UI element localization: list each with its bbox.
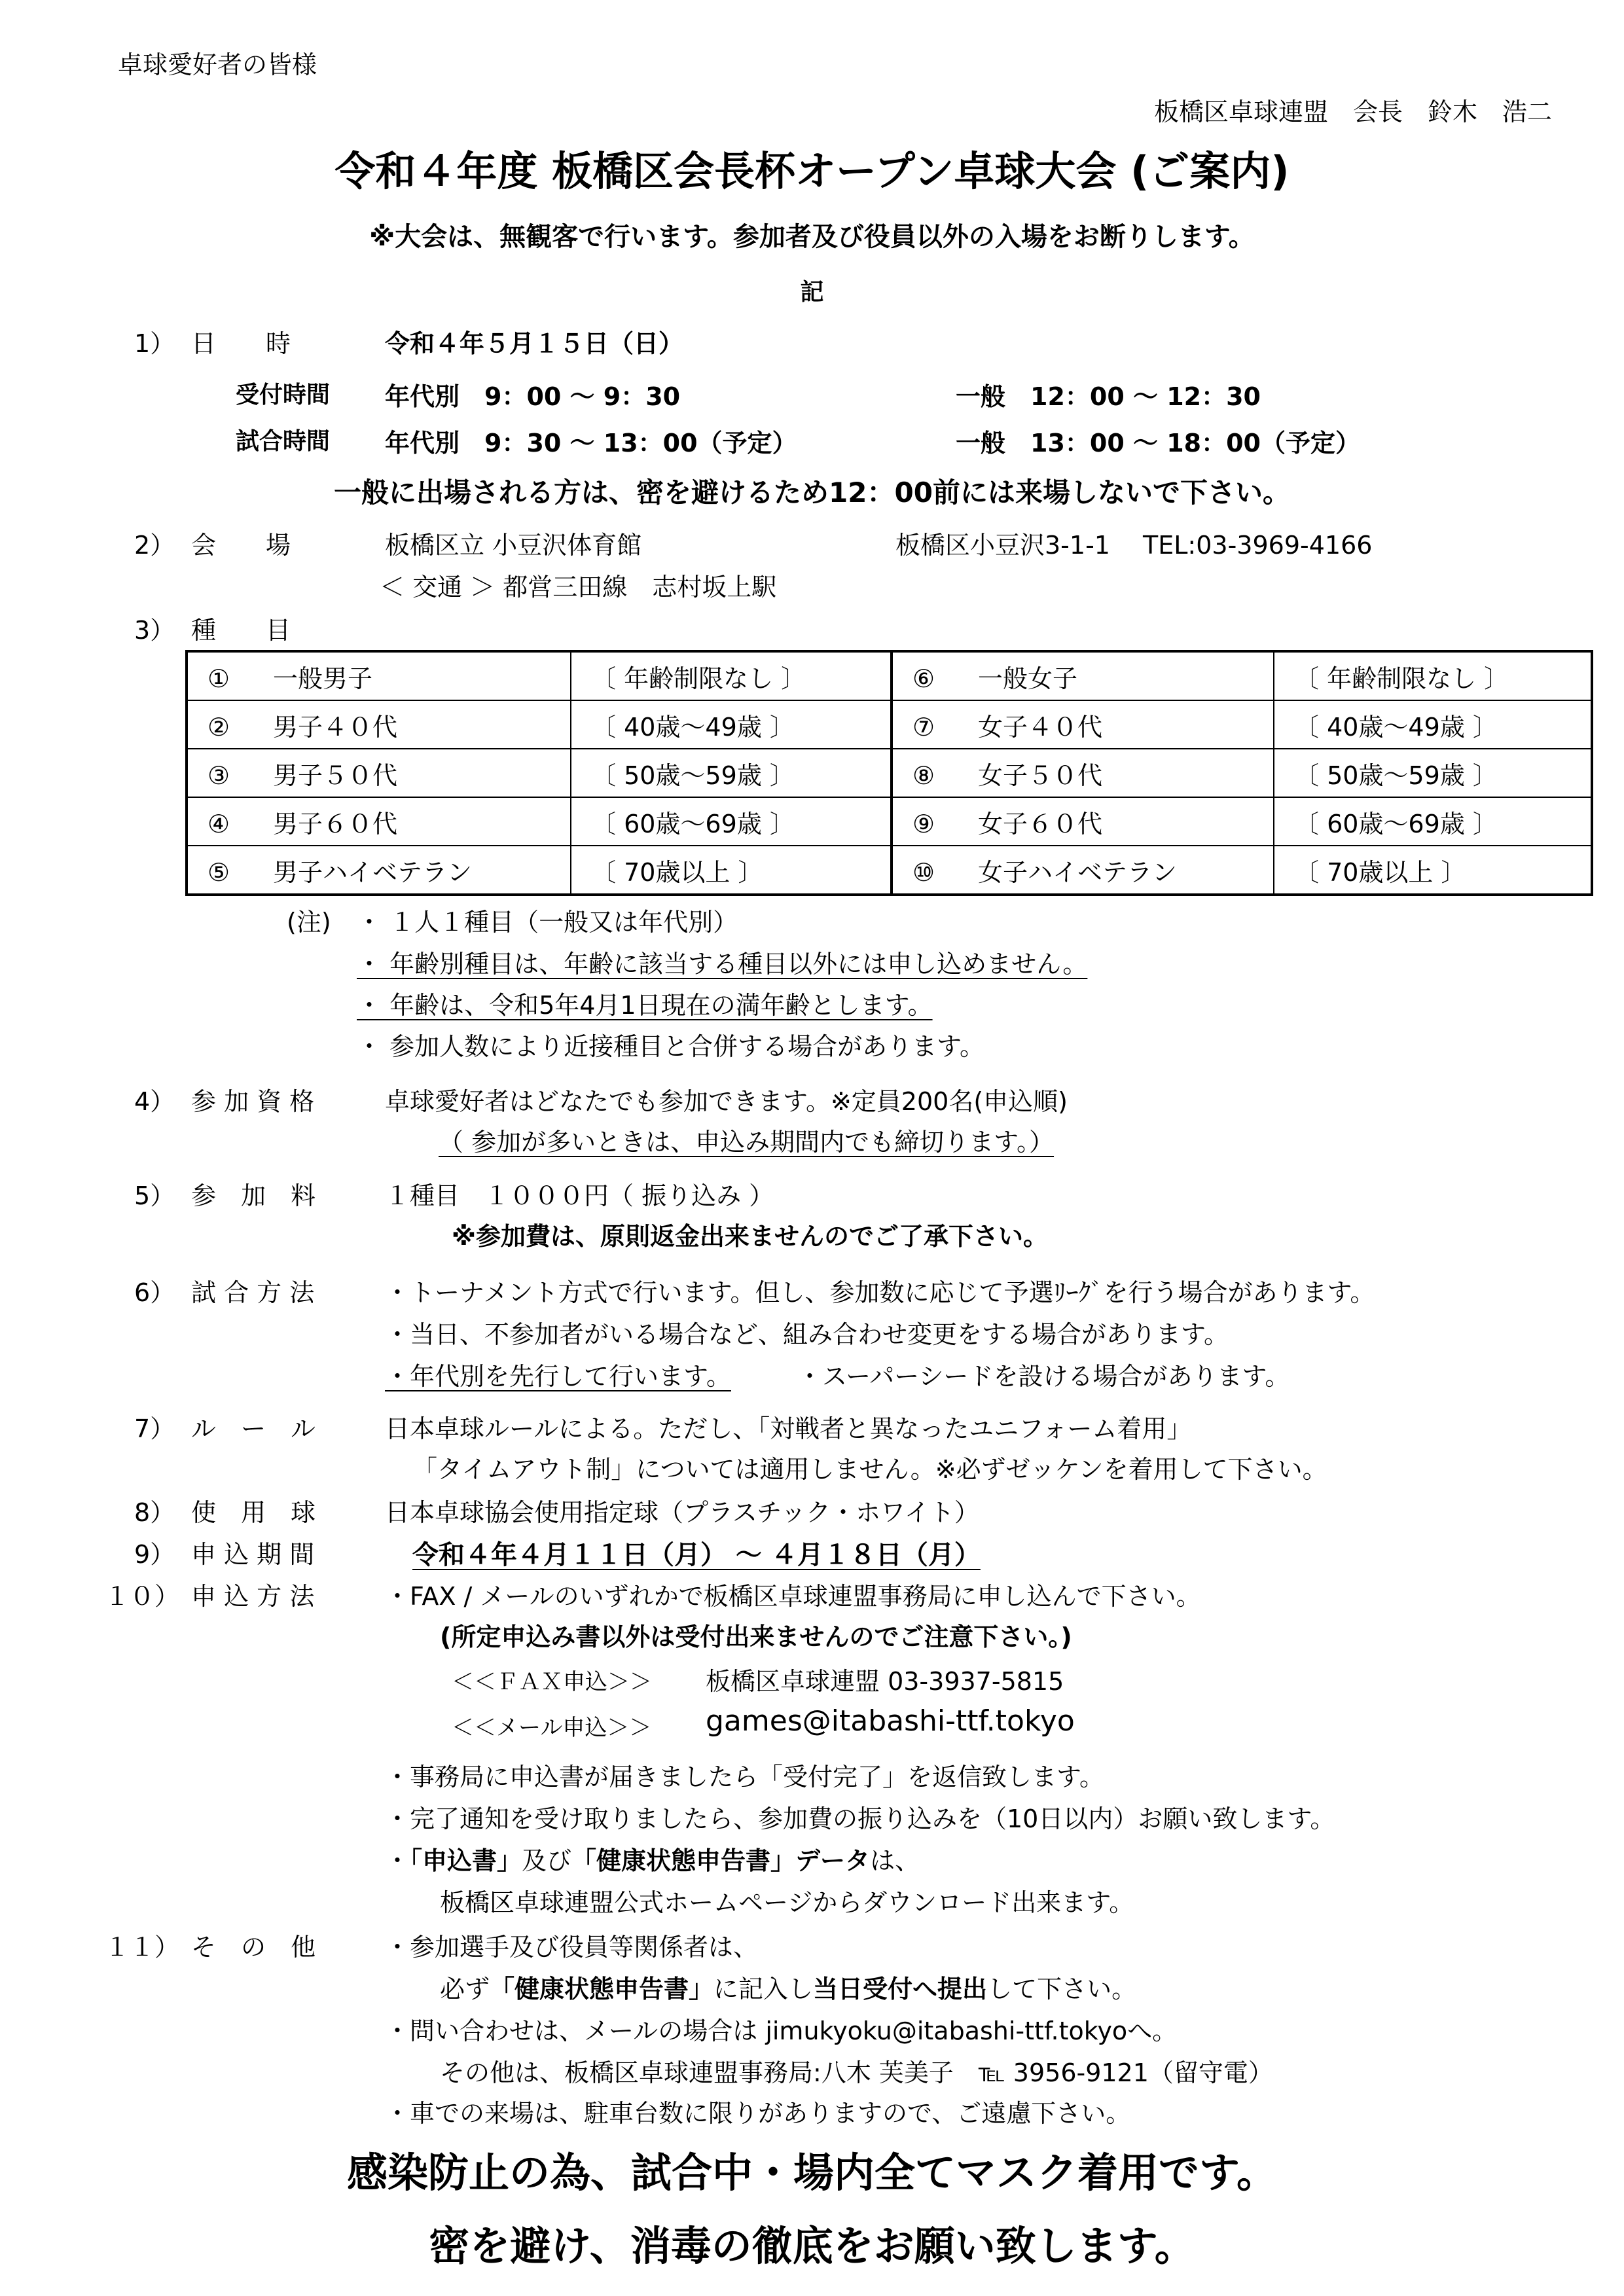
note-label: (注) (287, 908, 331, 937)
other-line-2: 必ず「健康状態申告書」に記入し当日受付へ提出して下さい。 (440, 1975, 1137, 2003)
section-10-label: 申 込 方 法 (191, 1582, 315, 1611)
method-line-1: ・FAX / メールのいずれかで板橋区卓球連盟事務局に申し込んで下さい。 (385, 1582, 1201, 1611)
section-8-label: 使 用 球 (191, 1498, 316, 1527)
note-4: ・ 参加人数により近接種目と合併する場合があります。 (357, 1032, 985, 1061)
other-line-3: ・問い合わせは、メールの場合は jimukyoku@itabashi-ttf.tokyoへ。 (385, 2017, 1178, 2045)
match-time-agegroup: 年代別 9：30 ～ 13：00（予定） (385, 429, 797, 457)
fax-number: 板橋区卓球連盟 03-3937-5815 (706, 1667, 1064, 1696)
note-2: ・ 年齢別種目は、年齢に該当する種目以外には申し込めません。 (357, 950, 1088, 978)
table-row (187, 797, 1592, 846)
format-line-3a: ・年代別を先行して行います。 (385, 1362, 731, 1391)
table-row (187, 846, 1592, 895)
venue-name: 板橋区立 小豆沢体育館 (385, 531, 642, 560)
event-cell: ⑩ 女子ハイベテラン (892, 846, 1274, 895)
section-8-number: 8） (134, 1498, 175, 1527)
age-cell: 〔 40歳～49歳 〕 (1274, 700, 1592, 749)
section-5-number: 5） (134, 1181, 175, 1210)
match-time-general: 一般 13：00 ～ 18：00（予定） (956, 429, 1360, 457)
event-cell: ④ 男子６０代 (187, 797, 571, 846)
section-11-label: そ の 他 (191, 1933, 316, 1962)
age-cell: 〔 40歳～49歳 〕 (571, 700, 892, 749)
event-cell: ② 男子４０代 (187, 700, 571, 749)
table-row (187, 700, 1592, 749)
table-row (187, 749, 1592, 797)
other-line-1: ・参加選手及び役員等関係者は、 (385, 1933, 759, 1962)
method-line-2: (所定申込み書以外は受付出来ませんのでご注意下さい。) (440, 1623, 1072, 1651)
eligibility-note: （ 参加が多いときは、申込み期間内でも締切ります。） (439, 1128, 1055, 1157)
arrival-warning: 一般に出場される方は、密を避けるため12：00前には来場しないで下さい。 (334, 476, 1290, 509)
mask-notice: 感染防止の為、試合中・場内全てマスク着用です。 (346, 2149, 1278, 2197)
section-4-number: 4） (134, 1087, 175, 1116)
section-1-number: 1） (134, 329, 175, 358)
age-cell: 〔 60歳～69歳 〕 (1274, 797, 1592, 846)
age-cell: 〔 50歳～59歳 〕 (571, 749, 892, 797)
age-cell: 〔 年齢制限なし 〕 (571, 651, 892, 700)
method-line-3: ・事務局に申込書が届きましたら「受付完了」を返信致します。 (385, 1763, 1104, 1791)
method-line-5: ・「申込書」及び「健康状態申告書」データは、 (385, 1846, 920, 1875)
sender: 板橋区卓球連盟 会長 鈴木 浩二 (1153, 98, 1552, 126)
section-9-number: 9） (134, 1540, 175, 1569)
event-cell: ⑨ 女子６０代 (892, 797, 1274, 846)
eligibility-text: 卓球愛好者はどなたでも参加できます。※定員200名(申込順) (385, 1087, 1068, 1116)
age-cell: 〔 年齢制限なし 〕 (1274, 651, 1592, 700)
age-cell: 〔 60歳～69歳 〕 (571, 797, 892, 846)
mail-address[interactable]: games@itabashi-ttf.tokyo (706, 1704, 1075, 1738)
method-line-4: ・完了通知を受け取りましたら、参加費の振り込みを（10日以内）お願い致します。 (385, 1804, 1335, 1833)
age-cell: 〔 70歳以上 〕 (1274, 846, 1592, 895)
event-date: 令和４年５月１５日（日） (385, 329, 684, 358)
section-7-label: ル ー ル (191, 1414, 316, 1443)
other-line-4: その他は、板橋区卓球連盟事務局:八木 芙美子 ℡ 3956-9121（留守電） (440, 2058, 1273, 2087)
section-9-label: 申 込 期 間 (191, 1540, 315, 1569)
fee-note: ※参加費は、原則返金出来ませんのでご了承下さい。 (452, 1222, 1048, 1251)
reception-time-agegroup: 年代別 9：00 ～ 9：30 (385, 382, 681, 411)
table-row (187, 651, 1592, 700)
venue-access: ＜ 交通 ＞ 都営三田線 志村坂上駅 (380, 573, 777, 601)
section-11-number: １１） (105, 1933, 180, 1962)
section-4-label: 参 加 資 格 (191, 1087, 315, 1116)
reception-time-label: 受付時間 (236, 382, 331, 408)
event-cell: ⑧ 女子５０代 (892, 749, 1274, 797)
page-title: 令和４年度 板橋区会長杯オープン卓球大会 (ご案内) (334, 147, 1290, 195)
event-cell: ③ 男子５０代 (187, 749, 571, 797)
section-2-label: 会 場 (191, 531, 291, 560)
note-3: ・ 年齢は、令和5年4月1日現在の満年齢とします。 (357, 991, 933, 1020)
age-cell: 〔 50歳～59歳 〕 (1274, 749, 1592, 797)
method-line-6: 板橋区卓球連盟公式ホームページからダウンロード出来ます。 (440, 1888, 1134, 1917)
format-line-3b: ・スーパーシードを設ける場合があります。 (797, 1362, 1290, 1391)
format-line-1: ・トーナメント方式で行います。但し、参加数に応じて予選ﾘｰｸﾞを行う場合があります。 (385, 1278, 1375, 1307)
format-line-2: ・当日、不参加者がいる場合など、組み合わせ変更をする場合があります。 (385, 1320, 1229, 1349)
other-line-5: ・車での来場は、駐車台数に限りがありますので、ご遠慮下さい。 (385, 2099, 1131, 2128)
section-6-label: 試 合 方 法 (191, 1278, 315, 1307)
ball-text: 日本卓球協会使用指定球（プラスチック・ホワイト） (385, 1498, 979, 1527)
ki-mark: 記 (800, 279, 824, 306)
fee-text: １種目 １０００円（ 振り込み ） (385, 1181, 774, 1210)
disinfection-notice: 密を避け、消毒の徹底をお願い致します。 (429, 2222, 1195, 2270)
no-spectator-notice: ※大会は、無観客で行います。参加者及び役員以外の入場をお断りします。 (369, 222, 1255, 252)
rules-line-1: 日本卓球ルールによる。ただし、「対戦者と異なったユニフォーム着用」 (385, 1414, 1192, 1443)
section-6-number: 6） (134, 1278, 175, 1307)
section-2-number: 2） (134, 531, 175, 560)
match-time-label: 試合時間 (236, 428, 331, 455)
event-cell: ⑥ 一般女子 (892, 651, 1274, 700)
addressee: 卓球愛好者の皆様 (118, 50, 317, 79)
mail-label: ＜＜メール申込＞＞ (452, 1715, 652, 1741)
section-7-number: 7） (134, 1414, 175, 1443)
fax-label: ＜＜ＦＡＸ申込＞＞ (452, 1669, 652, 1695)
reception-time-general: 一般 12：00 ～ 12：30 (956, 382, 1261, 411)
events-table (185, 650, 1593, 896)
section-5-label: 参 加 料 (191, 1181, 316, 1210)
section-3-number: 3） (134, 616, 175, 645)
section-10-number: １０） (105, 1582, 180, 1611)
note-1: ・ １人１種目（一般又は年代別） (357, 908, 738, 937)
rules-line-2: 「タイムアウト制」については適用しません。※必ずゼッケンを着用して下さい。 (412, 1455, 1327, 1484)
venue-address: 板橋区小豆沢3-1-1 TEL:03-3969-4166 (895, 531, 1373, 560)
age-cell: 〔 70歳以上 〕 (571, 846, 892, 895)
event-cell: ① 一般男子 (187, 651, 571, 700)
event-cell: ⑤ 男子ハイベテラン (187, 846, 571, 895)
section-3-label: 種 目 (191, 616, 291, 645)
section-1-label: 日 時 (191, 329, 291, 358)
event-cell: ⑦ 女子４０代 (892, 700, 1274, 749)
application-period: 令和４年４月１１日（月） ～ ４月１８日（月） (412, 1540, 981, 1570)
